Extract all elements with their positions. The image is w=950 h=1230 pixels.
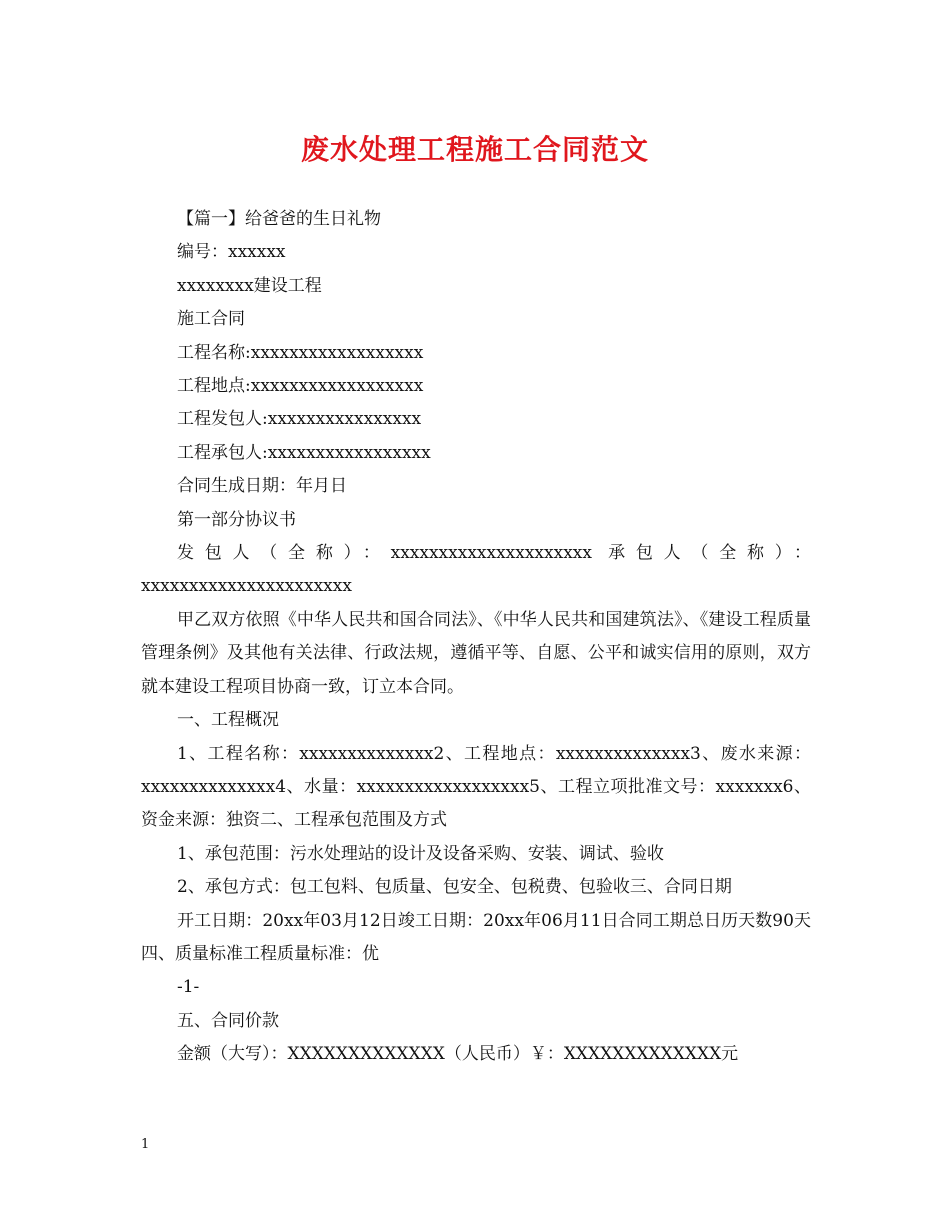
page-number: 1 bbox=[141, 1137, 150, 1152]
paragraph-price-heading: 五、合同价款 bbox=[177, 1010, 279, 1031]
paragraph-project: xxxxxxxx建设工程 bbox=[177, 275, 322, 296]
document-body bbox=[141, 203, 811, 1072]
paragraph-date: 合同生成日期：年月日 bbox=[177, 476, 347, 497]
paragraph-amount: 金额（大写）：XXXXXXXXXXXXX（人民币）￥：XXXXXXXXXXXXX元 bbox=[177, 1044, 739, 1065]
paragraph-employer: 工程发包人:xxxxxxxxxxxxxxxx bbox=[177, 409, 422, 430]
paragraph-section-heading: 【篇一】给爸爸的生日礼物 bbox=[177, 209, 381, 229]
paragraph-parties: 发包人（全称）：xxxxxxxxxxxxxxxxxxxxx 承包人（全称）：xxxxxxxxxxxxxxxxxxxxxx bbox=[141, 543, 811, 597]
paragraph-part-one: 第一部分协议书 bbox=[177, 509, 296, 530]
paragraph-method: 2、承包方式：包工包料、包质量、包安全、包税费、包验收三、合同日期 bbox=[177, 877, 732, 898]
paragraph-contractor: 工程承包人:xxxxxxxxxxxxxxxxx bbox=[177, 442, 431, 463]
paragraph-inline-page-marker: -1- bbox=[177, 977, 200, 998]
page-title: 废水处理工程施工合同范文 bbox=[300, 133, 649, 166]
paragraph-project-location: 工程地点:xxxxxxxxxxxxxxxxxx bbox=[177, 376, 424, 397]
paragraph-overview: 1、工程名称：xxxxxxxxxxxxxx2、工程地点：xxxxxxxxxxxxxx3、废水来源：xxxxxxxxxxxxxx4、水量：xxxxxxxxxxxxxxxxxx5、工程立项批准文号：xxxxxxx6、资金来源：独资二、工程承包范围及方式 bbox=[141, 743, 811, 831]
paragraph-overview-heading: 一、工程概况 bbox=[177, 710, 279, 731]
paragraph-schedule: 开工日期：20xx年03月12日竣工日期：20xx年06月11日合同工期总日历天数90天四、质量标准工程质量标准：优 bbox=[141, 910, 811, 964]
paragraph-number: 编号：xxxxxx bbox=[177, 242, 286, 263]
paragraph-project-name: 工程名称:xxxxxxxxxxxxxxxxxx bbox=[177, 342, 424, 363]
paragraph-preamble: 甲乙双方依照《中华人民共和国合同法》、《中华人民共和国建筑法》、《建设工程质量管理条例》及其他有关法律、行政法规，遵循平等、自愿、公平和诚实信用的原则，双方就本建设工程项目协商一致，订立本合同。 bbox=[141, 609, 811, 697]
paragraph-contract-type: 施工合同 bbox=[177, 309, 245, 330]
paragraph-scope: 1、承包范围：污水处理站的设计及设备采购、安装、调试、验收 bbox=[177, 843, 664, 864]
